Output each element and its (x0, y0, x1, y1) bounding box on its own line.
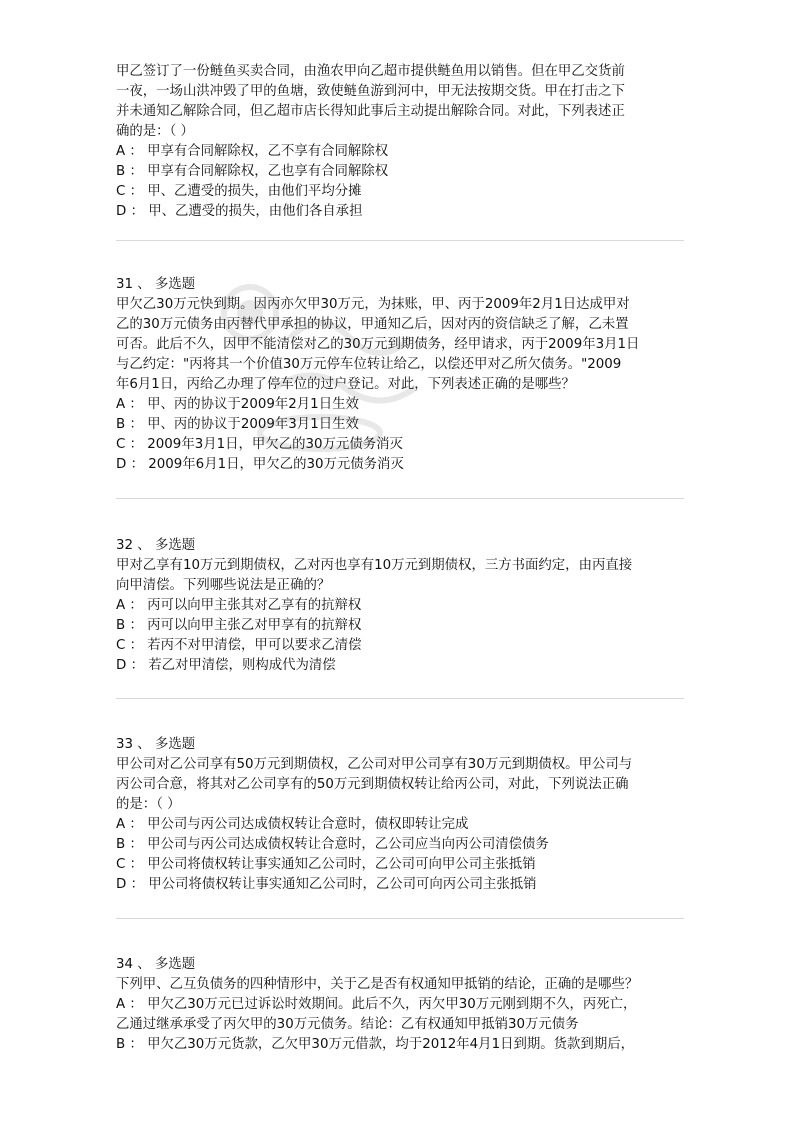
q30-stem-line: 并未通知乙解除合同，但乙超市店长得知此事后主动提出解除合同。对此，下列表述正 (116, 104, 625, 119)
question-30 (116, 62, 686, 222)
q34-stem-line: 下列甲、乙互负债务的四种情形中，关于乙是否有权通知甲抵销的结论，正确的是哪些？ (116, 977, 639, 992)
question-31 (116, 275, 686, 475)
divider (116, 918, 684, 919)
q33-option-c: C ： 甲公司将债权转让事实通知乙公司时，乙公司可向甲公司主张抵销 (116, 857, 536, 872)
q31-option-c: C ： 2009年3月1日，甲欠乙的30万元债务消灭 (116, 437, 403, 452)
q33-option-d: D ： 甲公司将债权转让事实通知乙公司时，乙公司可向丙公司主张抵销 (116, 877, 537, 892)
divider (116, 498, 684, 499)
q32-stem-line: 甲对乙享有10万元到期债权，乙对丙也享有10万元到期债权，三方书面约定，由丙直接 (116, 558, 633, 573)
q33-option-a: A ： 甲公司与丙公司达成债权转让合意时，债权即转让完成 (116, 817, 469, 832)
q32-header: 32 、 多选题 (116, 538, 196, 553)
q31-option-b: B ： 甲、丙的协议于2009年3月1日生效 (116, 417, 359, 432)
q33-option-b: B ： 甲公司与丙公司达成债权转让合意时，乙公司应当向丙公司清偿债务 (116, 837, 549, 852)
q31-option-d: D ： 2009年6月1日，甲欠乙的30万元债务消灭 (116, 457, 404, 472)
q30-option-a: A ： 甲享有合同解除权，乙不享有合同解除权 (116, 144, 389, 159)
q33-stem-line: 的是：（ ） (116, 797, 181, 812)
divider (116, 240, 684, 241)
q31-stem-line: 年6月1日，丙给乙办理了停车位的过户登记。对此，下列表述正确的是哪些？ (116, 377, 575, 392)
q31-header: 31 、 多选题 (116, 277, 196, 292)
q31-option-a: A ： 甲、丙的协议于2009年2月1日生效 (116, 397, 359, 412)
q31-stem-line: 可否。此后不久，因甲不能清偿对乙的30万元到期债务，经甲请求，丙于2009年3月1日 (116, 337, 640, 352)
q30-option-b: B ： 甲享有合同解除权，乙也享有合同解除权 (116, 164, 389, 179)
q32-option-a: A ： 丙可以向甲主张其对乙享有的抗辩权 (116, 598, 362, 613)
question-33 (116, 735, 686, 895)
q32-option-c: C ： 若丙不对甲清偿，甲可以要求乙清偿 (116, 638, 362, 653)
q30-option-d: D ： 甲、乙遭受的损失，由他们各自承担 (116, 204, 363, 219)
q32-option-d: D ： 若乙对甲清偿，则构成代为清偿 (116, 658, 336, 673)
q34-option-b: B ： 甲欠乙30万元货款，乙欠甲30万元借款，均于2012年4月1日到期。货款到期后， (116, 1037, 635, 1052)
q30-stem-line: 确的是：（ ） (116, 124, 194, 139)
q34-option-a: A ： 甲欠乙30万元已过诉讼时效期间。此后不久，丙欠甲30万元刚到期不久，丙死亡， (116, 997, 637, 1012)
q30-stem-line: 一夜，一场山洪冲毁了甲的鱼塘，致使鲢鱼游到河中，甲无法按期交货。甲在打击之下 (116, 84, 625, 99)
question-32 (116, 536, 686, 676)
divider (116, 698, 684, 699)
question-34 (116, 955, 686, 1055)
q34-option-a-continued: 乙通过继承承受了丙欠甲的30万元债务。结论：乙有权通知甲抵销30万元债务 (116, 1017, 579, 1032)
q30-stem-line: 甲乙签订了一份鲢鱼买卖合同，由渔农甲向乙超市提供鲢鱼用以销售。但在甲乙交货前 (116, 64, 625, 79)
q30-option-c: C ： 甲、乙遭受的损失，由他们平均分摊 (116, 184, 362, 199)
q32-option-b: B ： 丙可以向甲主张乙对甲享有的抗辩权 (116, 618, 362, 633)
q33-stem-line: 甲公司对乙公司享有50万元到期债权，乙公司对甲公司享有30万元到期债权。甲公司与 (116, 757, 633, 772)
q34-header: 34 、 多选题 (116, 957, 196, 972)
q31-stem-line: 与乙约定："丙将其一个价值30万元停车位转让给乙，以偿还甲对乙所欠债务。"2009 (116, 357, 622, 372)
q32-stem-line: 向甲清偿。下列哪些说法是正确的？ (116, 578, 331, 593)
q31-stem-line: 乙的30万元债务由丙替代甲承担的协议，甲通知乙后，因对丙的资信缺乏了解，乙未置 (116, 317, 629, 332)
q33-stem-line: 丙公司合意，将其对乙公司享有的50万元到期债权转让给丙公司，对此，下列说法正确 (116, 777, 629, 792)
q33-header: 33 、 多选题 (116, 737, 196, 752)
q31-stem-line: 甲欠乙30万元快到期。因丙亦欠甲30万元，为抹账，甲、丙于2009年2月1日达成甲对 (116, 297, 630, 312)
